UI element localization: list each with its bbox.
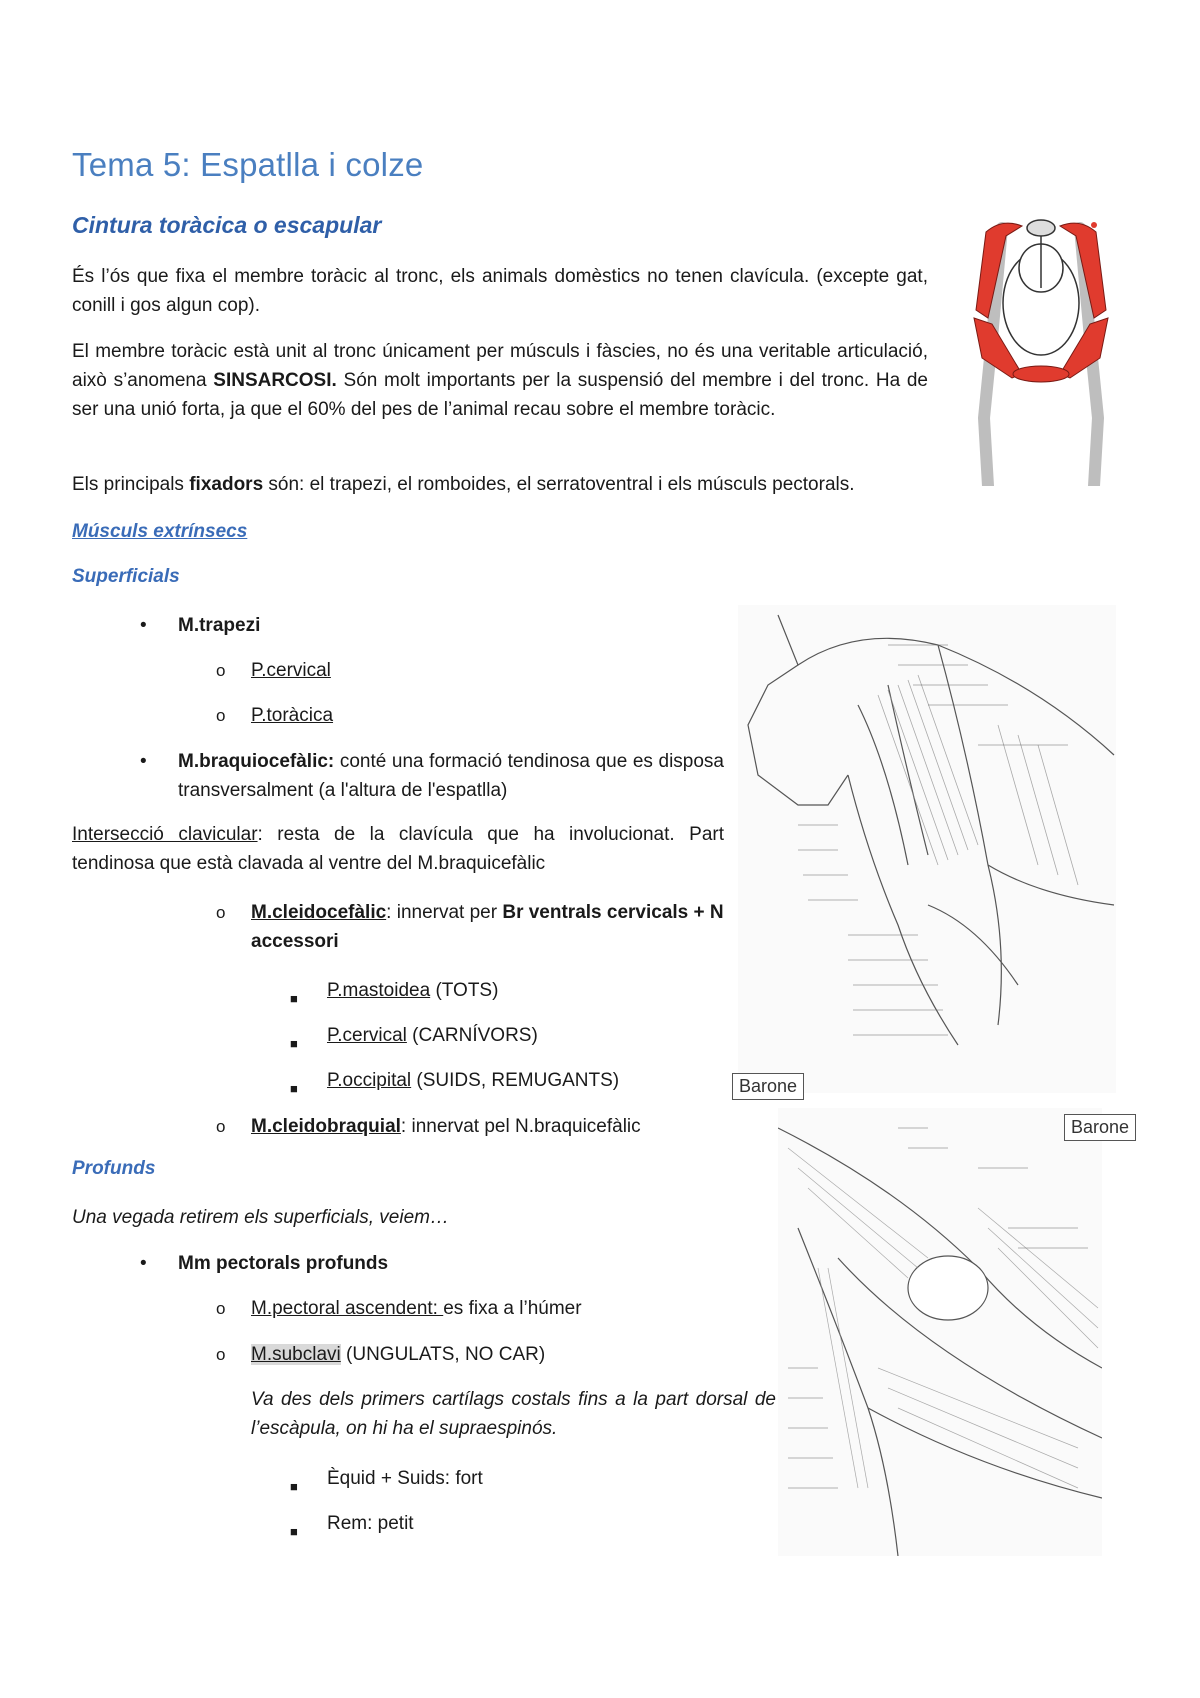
intersection-paragraph: [72, 820, 724, 878]
bullet-dot-icon: •: [140, 615, 147, 636]
pectoral-ascendent-text: es fixa a l’húmer: [443, 1298, 582, 1319]
part-note: (TOTS): [430, 980, 499, 1001]
sinsarcosi-paragraph: [72, 337, 928, 424]
square-bullet-icon: ■: [290, 1479, 298, 1494]
extrinsic-heading: Músculs extrínsecs: [72, 521, 248, 542]
bullet-trapezi: [140, 611, 700, 640]
species-label: Rem: petit: [327, 1513, 414, 1534]
barone-label-2: Barone: [1064, 1114, 1136, 1141]
part-name: P.occipital: [327, 1070, 412, 1091]
species-label: Èquid + Suids: fort: [327, 1468, 483, 1489]
fixadors-text-after: són: el trapezi, el romboides, el serratoventral i els músculs pectorals.: [263, 474, 855, 495]
circle-bullet-icon: o: [216, 1117, 226, 1136]
bullet-cleidocefalic: [216, 898, 736, 956]
deep-heading: Profunds: [72, 1158, 156, 1179]
part-note: (SUIDS, REMUGANTS): [411, 1070, 620, 1091]
bullet-subclavi: [216, 1340, 776, 1443]
bullet-braquiocefalic: [140, 747, 724, 805]
part-note: (CARNÍVORS): [406, 1025, 538, 1046]
part-mastoidea: [290, 976, 498, 1005]
deep-intro: Una vegada retirem els superficials, veiem…: [72, 1207, 449, 1228]
square-bullet-icon: ■: [290, 1524, 298, 1539]
cleidocefalic-mid: : innervat per: [386, 902, 503, 923]
subclavi-note: (UNGULATS, NO CAR): [340, 1344, 546, 1365]
deep-muscles-illustration: [778, 1108, 1102, 1556]
part-name: P.mastoidea: [327, 980, 431, 1001]
intersection-label: Intersecció clavicular: [72, 824, 258, 845]
superficial-heading: Superficials: [72, 566, 180, 587]
sinsarcosi-text-after: Són molt importants per la suspensió del membre i del tronc. Ha de ser una unió forta, ja que el 60% del pes de l’animal recau sobre el membre toràcic.: [72, 370, 928, 420]
part-name: P.cervical: [327, 1025, 407, 1046]
subclavi-description: Va des dels primers cartílags costals fins a la part dorsal de l’escàpula, on hi ha el supraespinós.: [251, 1389, 776, 1439]
bullet-pectoral-ascendent: [216, 1294, 582, 1323]
species-equid: [290, 1464, 483, 1493]
page-title: Tema 5: Espatlla i colze: [72, 146, 424, 183]
square-bullet-icon: ■: [290, 991, 298, 1006]
trapezi-cervical-label: P.cervical: [251, 660, 331, 681]
braquio-text: conté una formació tendinosa que es disposa transversalment (a l'altura de l'espatlla): [178, 751, 724, 801]
deep-pectorals-label: Mm pectorals profunds: [178, 1253, 389, 1274]
superficial-muscles-illustration: [738, 605, 1116, 1093]
fixadors-paragraph: [72, 470, 952, 499]
intersection-text: : resta de la clavícula que ha involucionat. Part tendinosa que està clavada al ventre del M.braquicefàlic: [72, 824, 724, 874]
square-bullet-icon: ■: [290, 1081, 298, 1096]
thoracic-girdle-diagram: [962, 218, 1120, 486]
cleidobraquial-text: : innervat pel N.braquicefàlic: [400, 1116, 641, 1137]
fixadors-text-before: Els principals: [72, 474, 190, 495]
circle-bullet-icon: o: [216, 661, 226, 680]
cleidobraquial-label: M.cleidobraquial: [251, 1116, 401, 1137]
trapezi-label: M.trapezi: [178, 615, 261, 636]
sinsarcosi-term: SINSARCOSI.: [213, 370, 337, 391]
sinsarcosi-text-before: El membre toràcic està unit al tronc únicament per músculs i fàscies, no és una veritable articulació, això s’anomena: [72, 341, 928, 391]
bullet-deep-pectorals: [140, 1249, 388, 1278]
circle-bullet-icon: o: [216, 903, 226, 922]
braquio-label: M.braquiocefàlic:: [178, 751, 335, 772]
section-heading: Cintura toràcica o escapular: [72, 212, 382, 238]
part-occipital: [290, 1066, 619, 1095]
species-rem: [290, 1509, 414, 1538]
part-cervical: [290, 1021, 538, 1050]
intro-text: És l’ós que fixa el membre toràcic al tronc, els animals domèstics no tenen clavícula. (excepte gat, conill i gos algun cop).: [72, 266, 928, 316]
barone-label-1: Barone: [732, 1073, 804, 1100]
trapezi-toracica-label: P.toràcica: [251, 705, 334, 726]
cleidocefalic-label: M.cleidocefàlic: [251, 902, 387, 923]
circle-bullet-icon: o: [216, 1345, 226, 1364]
circle-bullet-icon: o: [216, 706, 226, 725]
circle-bullet-icon: o: [216, 1299, 226, 1318]
bullet-cleidobraquial: [216, 1112, 641, 1141]
fixadors-term: fixadors: [189, 474, 264, 495]
bullet-dot-icon: •: [140, 751, 147, 772]
cleidocefalic-innervation: Br ventrals cervicals + N accessori: [251, 902, 724, 952]
square-bullet-icon: ■: [290, 1036, 298, 1051]
bullet-trapezi-toracica: [216, 701, 333, 730]
bullet-dot-icon: •: [140, 1253, 147, 1274]
intro-paragraph: [72, 262, 928, 320]
bullet-trapezi-cervical: [216, 656, 331, 685]
pectoral-ascendent-label: M.pectoral ascendent:: [251, 1298, 444, 1319]
subclavi-label: M.subclavi: [251, 1344, 341, 1365]
